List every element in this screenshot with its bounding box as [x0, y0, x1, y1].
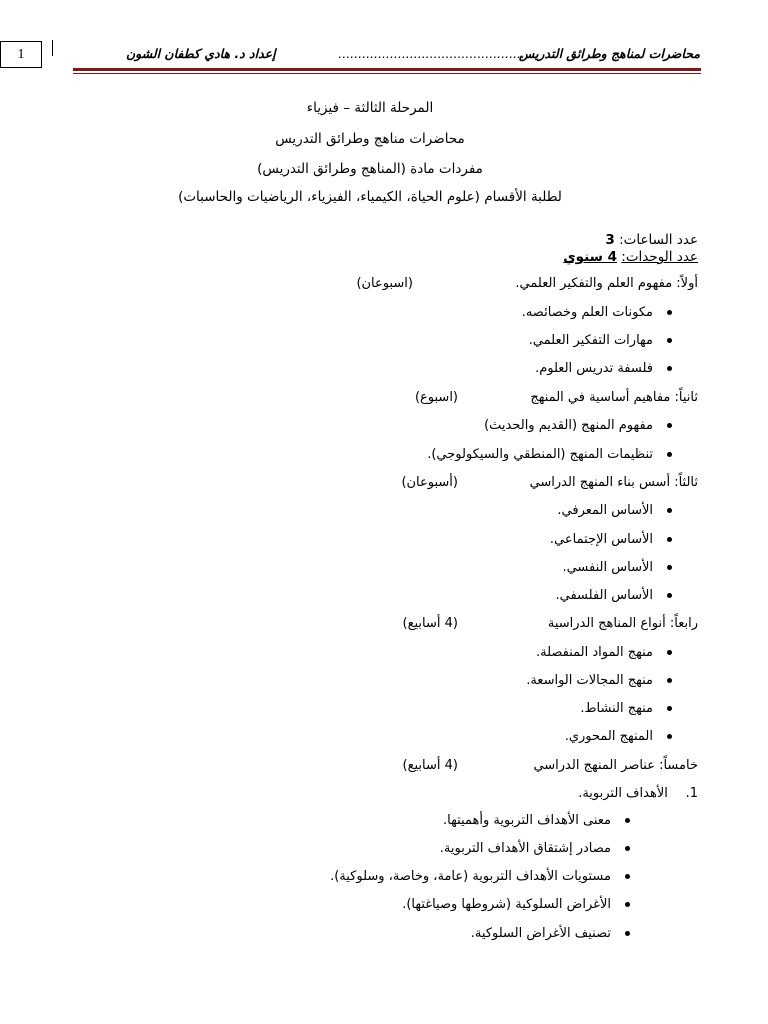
units-line [563, 249, 698, 265]
header-rule [73, 68, 701, 71]
section-duration: (اسبوعان) [356, 276, 413, 291]
list-item: معنى الأهداف التربوية وأهميتها. [443, 813, 630, 829]
section-duration: (4 أسابيع) [402, 758, 458, 773]
running-header [110, 46, 700, 66]
title-lectures: محاضرات مناهج وطرائق التدريس [275, 131, 465, 147]
list-item: الأساس الفلسفي. [556, 588, 672, 604]
list-item: مفهوم المنهج (القديم والحديث) [484, 418, 672, 434]
bullet-icon [667, 423, 672, 428]
list-item: تنظيمات المنهج (المنطقي والسيكولوجي). [427, 447, 672, 463]
units-value: 4 سنوي [563, 249, 617, 265]
section-label: ثالثاً: أسس بناء المنهج الدراسي [529, 475, 698, 490]
item-number: 1. [685, 786, 698, 801]
numbered-item [578, 786, 698, 802]
bullet-icon [625, 931, 630, 936]
list-item: الأغراض السلوكية (شروطها وصياغتها). [402, 897, 630, 913]
section-duration: (4 أسابيع) [402, 616, 458, 631]
list-item: المنهج المحوري. [565, 729, 672, 745]
list-item: مهارات التفكير العلمي. [529, 333, 672, 349]
item-text: الأهداف التربوية. [578, 786, 668, 801]
header-author: إعداد د. هادي كطفان الشون [126, 46, 276, 61]
list-item: الأساس الإجتماعي. [550, 532, 672, 548]
bullet-icon [667, 338, 672, 343]
section-label: أولاً: مفهوم العلم والتفكير العلمي. [515, 276, 698, 291]
header-tick [52, 40, 53, 56]
bullet-icon [667, 508, 672, 513]
hours-line [605, 232, 698, 248]
bullet-icon [625, 902, 630, 907]
units-label: عدد الوحدات: [621, 249, 698, 265]
hours-value: 3 [605, 232, 615, 248]
list-item: منهج المجالات الواسعة. [526, 673, 672, 689]
bullet-icon [667, 366, 672, 371]
header-rule-thin [73, 73, 701, 74]
list-item: منهج المواد المنفصلة. [536, 645, 672, 661]
bullet-icon [625, 874, 630, 879]
bullet-icon [667, 310, 672, 315]
header-course: محاضرات لمناهج وطرائق التدريس [519, 46, 700, 61]
list-item: الأساس المعرفي. [557, 503, 672, 519]
bullet-icon [625, 818, 630, 823]
page-number: 1 [0, 41, 42, 68]
hours-label: عدد الساعات: [619, 232, 698, 248]
list-item: مكونات العلم وخصائصه. [522, 305, 672, 321]
title-stage: المرحلة الثالثة – فيزياء [306, 100, 434, 116]
list-item: فلسفة تدريس العلوم. [535, 361, 672, 377]
list-item: مستويات الأهداف التربوية (عامة، وخاصة، وسلوكية). [330, 869, 630, 885]
title-syllabus: مفردات مادة (المناهج وطرائق التدريس) [257, 161, 483, 177]
section-duration: (أسبوعان) [401, 475, 458, 490]
list-item: الأساس النفسي. [562, 560, 672, 576]
section-label: رابعاً: أنواع المناهج الدراسية [547, 616, 698, 631]
bullet-icon [667, 678, 672, 683]
bullet-icon [667, 593, 672, 598]
bullet-icon [667, 650, 672, 655]
header-dots: ............................................... [338, 46, 525, 61]
bullet-icon [667, 565, 672, 570]
bullet-icon [667, 452, 672, 457]
bullet-icon [625, 846, 630, 851]
section-label: خامساً: عناصر المنهج الدراسي [533, 758, 698, 773]
section-label: ثانياً: مفاهيم أساسية في المنهج [530, 390, 698, 405]
list-item: منهج النشاط. [580, 701, 672, 717]
list-item: مصادر إشتقاق الأهداف التربوية. [440, 841, 630, 857]
title-departments: لطلبة الأقسام (علوم الحياة، الكيمياء، الفيزياء، الرياضيات والحاسبات) [178, 189, 562, 205]
bullet-icon [667, 706, 672, 711]
bullet-icon [667, 537, 672, 542]
list-item: تصنيف الأغراض السلوكية. [471, 926, 630, 942]
section-duration: (اسبوع) [414, 390, 458, 405]
bullet-icon [667, 734, 672, 739]
